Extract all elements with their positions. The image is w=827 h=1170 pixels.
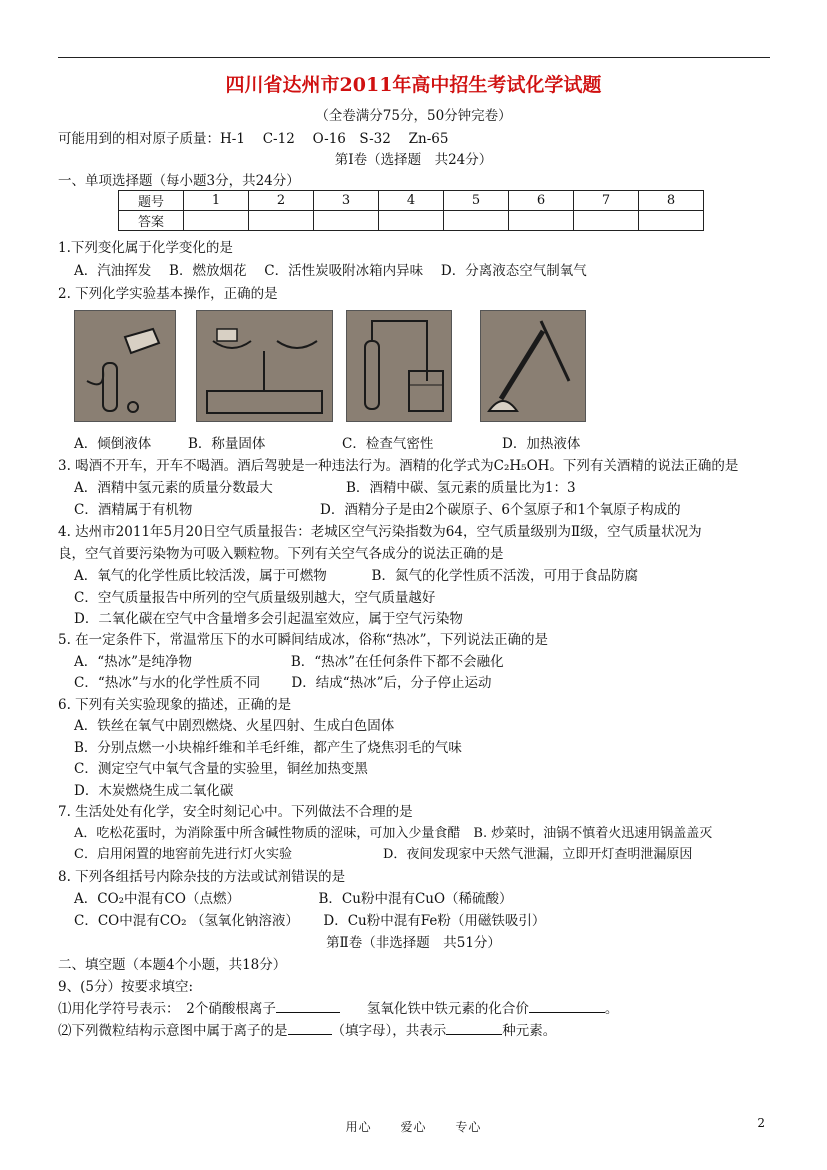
q5-stem: 5. 在一定条件下，常温常压下的水可瞬间结成冰，俗称“热冰”，下列说法正确的是 <box>58 632 548 648</box>
q6-option-c: C．测定空气中氧气含量的实验里，铜丝加热变黑 <box>74 761 368 777</box>
answer-cell[interactable] <box>444 211 509 231</box>
table-number-cell: 1 <box>184 191 249 211</box>
airtightness-check-image <box>346 310 452 422</box>
weighing-solid-image <box>196 310 333 422</box>
atomic-masses: 可能用到的相对原子质量：H-1 C-12 O-16 S-32 Zn-65 <box>58 131 449 147</box>
q6-option-a: A．铁丝在氧气中剧烈燃烧、火星四射、生成白色固体 <box>74 718 395 734</box>
pouring-liquid-image <box>74 310 176 422</box>
exam-subtitle: （全卷满分75分，50分钟完卷） <box>315 108 512 124</box>
table-label-answer: 答案 <box>119 211 184 231</box>
q9-part2 <box>58 1019 556 1039</box>
heating-liquid-image <box>480 310 586 422</box>
q2-option-b: B．称量固体 <box>188 436 266 452</box>
q9-blank-nitrate[interactable] <box>276 1000 340 1013</box>
q8-stem: 8. 下列各组括号内除杂技的方法或试剂错误的是 <box>58 869 346 885</box>
q6-stem: 6. 下列有关实验现象的描述，正确的是 <box>58 697 292 713</box>
q6-option-b: B．分别点燃一小块棉纤维和羊毛纤维，都产生了烧焦羽毛的气味 <box>74 740 462 756</box>
table-number-cell: 6 <box>509 191 574 211</box>
q2-option-c: C．检查气密性 <box>342 436 434 452</box>
q8-options-cd: C．CO中混有CO₂ （氢氧化钠溶液） D．Cu粉中混有Fe粉（用磁铁吸引） <box>74 913 546 929</box>
q7-options-cd: C．启用闲置的地窖前先进行灯火实验 D．夜间发现家中天然气泄漏，立即开灯查明泄漏原因 <box>74 847 693 862</box>
q9-part1-text-a: ⑴用化学符号表示： 2个硝酸根离子 <box>58 1001 276 1017</box>
answer-table-header-row <box>119 191 704 211</box>
part1-title: 第Ⅰ卷（选择题 共24分） <box>334 152 493 168</box>
section2-title: 二、填空题（本题4个小题，共18分） <box>58 957 287 973</box>
table-label-number: 题号 <box>119 191 184 211</box>
answer-table-answer-row <box>119 211 704 231</box>
q5-options-cd: C．“热冰”与水的化学性质不同 D．结成“热冰”后，分子停止运动 <box>74 675 492 691</box>
footer-word: 专心 <box>455 1120 482 1134</box>
q9-part1-text-b: 氢氧化铁中铁元素的化合价 <box>339 1001 529 1017</box>
q9-blank-valence[interactable] <box>529 1000 605 1013</box>
q3-option-d: D．酒精分子是由2个碳原子、6个氢原子和1个氧原子构成的 <box>320 502 681 518</box>
q9-part2-end: 种元素。 <box>502 1023 557 1039</box>
q4-option-d: D．二氧化碳在空气中含量增多会引起温室效应，属于空气污染物 <box>74 611 463 627</box>
q7-stem: 7. 生活处处有化学，安全时刻记心中。下列做法不合理的是 <box>58 804 413 820</box>
table-number-cell: 5 <box>444 191 509 211</box>
header-rule <box>58 57 770 58</box>
part2-title: 第Ⅱ卷（非选择题 共51分） <box>326 935 501 951</box>
q4-option-c: C．空气质量报告中所列的空气质量级别越大，空气质量越好 <box>74 590 436 606</box>
q3-option-c: C．酒精属于有机物 <box>74 502 193 518</box>
q9-blank-ion[interactable] <box>288 1022 332 1035</box>
q6-option-d: D．木炭燃烧生成二氧化碳 <box>74 783 234 799</box>
q4-stem-line2: 良，空气首要污染物为可吸入颗粒物。下列有关空气各成分的说法正确的是 <box>58 546 504 562</box>
table-number-cell: 7 <box>574 191 639 211</box>
section1-title: 一、单项选择题（每小题3分，共24分） <box>58 173 300 189</box>
q4-options-ab: A．氧气的化学性质比较活泼，属于可燃物 B．氮气的化学性质不活泼，可用于食品防腐 <box>74 568 638 584</box>
q5-options-ab: A．“热冰”是纯净物 B．“热冰”在任何条件下都不会融化 <box>74 654 504 670</box>
table-number-cell: 3 <box>314 191 379 211</box>
q3-option-b: B．酒精中碳、氢元素的质量比为1：3 <box>346 480 576 496</box>
page-footer <box>0 1118 827 1135</box>
answer-table <box>118 190 704 231</box>
answer-cell[interactable] <box>379 211 444 231</box>
q9-part2-text-b: （填字母），共表示 <box>331 1023 447 1039</box>
table-number-cell: 4 <box>379 191 444 211</box>
q9-part2-text-a: ⑵下列微粒结构示意图中属于离子的是 <box>58 1023 288 1039</box>
q3-stem: 3. 喝酒不开车，开车不喝酒。酒后驾驶是一种违法行为。酒精的化学式为C₂H₅OH。下列有关酒精的说法正确的是 <box>58 458 739 474</box>
q2-stem: 2. 下列化学实验基本操作，正确的是 <box>58 286 278 302</box>
q1-options: A．汽油挥发 B．燃放烟花 C．活性炭吸附冰箱内异味 D．分离液态空气制氧气 <box>74 263 587 279</box>
answer-cell[interactable] <box>639 211 704 231</box>
q9-part1 <box>58 997 618 1017</box>
q9-part1-end: 。 <box>604 1001 619 1017</box>
table-number-cell: 2 <box>249 191 314 211</box>
q9-stem: 9、(5分）按要求填空: <box>58 979 193 995</box>
q2-option-a: A．倾倒液体 <box>74 436 152 452</box>
answer-cell[interactable] <box>249 211 314 231</box>
table-number-cell: 8 <box>639 191 704 211</box>
footer-word: 用心 <box>345 1120 372 1134</box>
q4-stem-line1: 4. 达州市2011年5月20日空气质量报告：老城区空气污染指数为64，空气质量级别为Ⅱ级，空气质量状况为 <box>58 524 702 540</box>
exam-title: 四川省达州市2011年高中招生考试化学试题 <box>225 74 602 96</box>
q2-option-d: D．加热液体 <box>502 436 581 452</box>
q9-blank-elements[interactable] <box>446 1022 502 1035</box>
answer-cell[interactable] <box>509 211 574 231</box>
q7-options-ab: A．吃松花蛋时，为消除蛋中所含碱性物质的涩味，可加入少量食醋 B. 炒菜时，油锅不慎着火迅速用锅盖盖灭 <box>74 826 713 841</box>
page-number: 2 <box>757 1116 765 1130</box>
answer-cell[interactable] <box>574 211 639 231</box>
answer-cell[interactable] <box>314 211 379 231</box>
q1-stem: 1.下列变化属于化学变化的是 <box>58 240 233 256</box>
q8-options-ab: A．CO₂中混有CO（点燃） B．Cu粉中混有CuO（稀硫酸） <box>74 891 513 907</box>
q3-option-a: A．酒精中氢元素的质量分数最大 <box>74 480 273 496</box>
footer-word: 爱心 <box>400 1120 427 1134</box>
answer-cell[interactable] <box>184 211 249 231</box>
